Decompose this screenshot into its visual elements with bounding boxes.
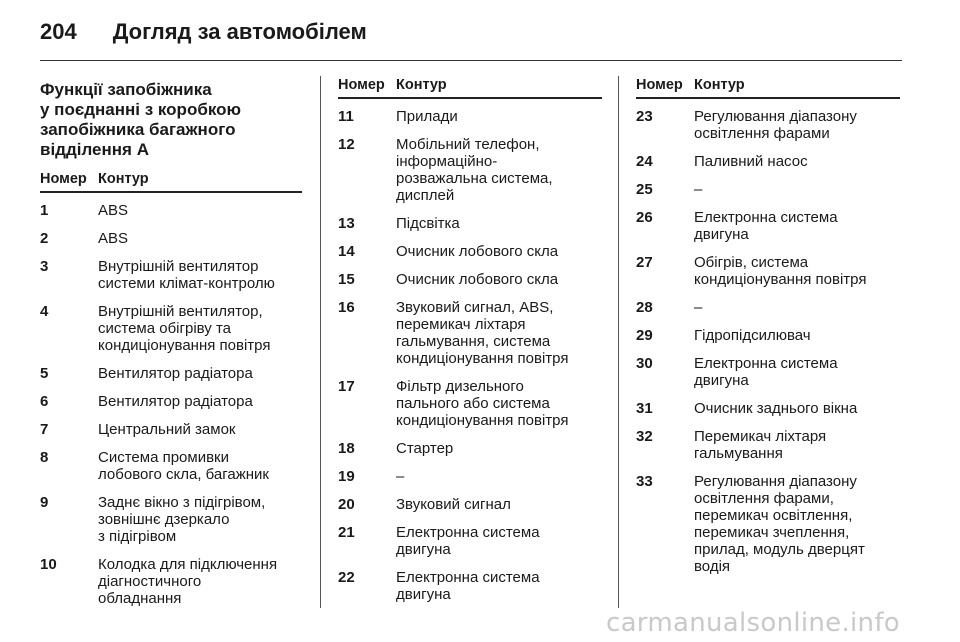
fuse-number: 15 — [338, 271, 355, 288]
header-circuit: Контур — [396, 77, 447, 93]
column-divider-1 — [320, 76, 321, 608]
table-row — [40, 197, 302, 225]
table-row — [40, 388, 302, 416]
table-row — [338, 564, 602, 609]
fuse-circuit: Звуковий сигнал, ABS, перемикач ліхтаря гальмування, система кондиціонування повітря — [396, 299, 569, 367]
section-title: Функції запобіжника у поєднанні з коробкою запобіжника багажного відділення А — [40, 80, 242, 159]
fuse-list-1 — [40, 197, 302, 613]
fuse-number: 11 — [338, 108, 354, 125]
table-row — [636, 395, 900, 423]
table-header — [40, 170, 302, 193]
fuse-circuit: Електронна система двигуна — [694, 355, 838, 389]
fuse-number: 10 — [40, 556, 57, 573]
table-row — [636, 176, 900, 204]
table-header — [338, 76, 602, 99]
table-row — [636, 350, 900, 395]
header-circuit: Контур — [694, 77, 745, 93]
fuse-number: 16 — [338, 299, 355, 316]
fuse-circuit: Звуковий сигнал — [396, 496, 511, 513]
fuse-circuit: Підсвітка — [396, 215, 460, 232]
header-circuit: Контур — [98, 171, 149, 187]
fuse-number: 27 — [636, 254, 653, 271]
fuse-circuit: Гідропідсилювач — [694, 327, 811, 344]
fuse-number: 4 — [40, 303, 49, 320]
fuse-circuit: – — [694, 181, 703, 198]
table-row — [636, 204, 900, 249]
fuse-circuit: Очисник лобового скла — [396, 271, 559, 288]
fuse-number: 33 — [636, 473, 653, 490]
page-number: 204 — [40, 19, 77, 44]
column-2 — [338, 76, 602, 609]
fuse-circuit: ABS — [98, 230, 129, 247]
fuse-circuit: Прилади — [396, 108, 458, 125]
fuse-number: 28 — [636, 299, 653, 316]
fuse-circuit: Регулювання діапазону освітлення фарами, перемикач освітлення, перемикач зчеплення, прилад, модуль дверцят водія — [694, 473, 865, 575]
column-1 — [40, 76, 302, 613]
table-row — [636, 249, 900, 294]
fuse-number: 13 — [338, 215, 355, 232]
fuse-number: 17 — [338, 378, 355, 395]
fuse-number: 6 — [40, 393, 49, 410]
fuse-list-3 — [636, 103, 900, 581]
table-row — [636, 294, 900, 322]
fuse-number: 29 — [636, 327, 653, 344]
fuse-number: 1 — [40, 202, 49, 219]
fuse-number: 19 — [338, 468, 355, 485]
fuse-number: 31 — [636, 400, 653, 417]
table-row — [338, 463, 602, 491]
table-row — [40, 551, 302, 613]
fuse-circuit: Вентилятор радіатора — [98, 393, 253, 410]
table-row — [338, 519, 602, 564]
fuse-number: 25 — [636, 181, 653, 198]
fuse-list-2 — [338, 103, 602, 609]
fuse-circuit: ABS — [98, 202, 129, 219]
fuse-circuit: Внутрішній вентилятор, система обігріву та кондиціонування повітря — [98, 303, 271, 354]
table-row — [338, 373, 602, 435]
table-row — [338, 491, 602, 519]
fuse-circuit: Стартер — [396, 440, 454, 457]
column-divider-2 — [618, 76, 619, 608]
table-row — [338, 266, 602, 294]
fuse-circuit: Електронна система двигуна — [694, 209, 838, 243]
fuse-circuit: Заднє вікно з підігрівом, зовнішнє дзеркало з підігрівом — [98, 494, 266, 545]
fuse-circuit: Очисник заднього вікна — [694, 400, 858, 417]
fuse-number: 26 — [636, 209, 653, 226]
fuse-circuit: Паливний насос — [694, 153, 808, 170]
fuse-circuit: Електронна система двигуна — [396, 569, 540, 603]
fuse-circuit: Регулювання діапазону освітлення фарами — [694, 108, 857, 142]
table-row — [338, 294, 602, 373]
fuse-circuit: Система промивки лобового скла, багажник — [98, 449, 269, 483]
fuse-circuit: Фільтр дизельного пального або система кондиціонування повітря — [396, 378, 569, 429]
table-row — [338, 435, 602, 463]
page-title: Догляд за автомобілем — [112, 19, 367, 44]
fuse-number: 32 — [636, 428, 653, 445]
table-row — [636, 322, 900, 350]
fuse-circuit: – — [694, 299, 703, 316]
fuse-number: 5 — [40, 365, 49, 382]
header-number: Номер — [40, 171, 87, 187]
table-row — [338, 210, 602, 238]
fuse-circuit: Центральний замок — [98, 421, 236, 438]
fuse-number: 8 — [40, 449, 49, 466]
fuse-number: 3 — [40, 258, 49, 275]
table-row — [40, 360, 302, 388]
header-divider — [40, 60, 902, 61]
fuse-circuit: Обігрів, система кондиціонування повітря — [694, 254, 867, 288]
fuse-number: 21 — [338, 524, 355, 541]
fuse-number: 30 — [636, 355, 653, 372]
table-row — [338, 103, 602, 131]
header-number: Номер — [636, 77, 683, 93]
table-row — [40, 298, 302, 360]
fuse-number: 7 — [40, 421, 49, 438]
table-row — [338, 238, 602, 266]
fuse-number: 9 — [40, 494, 49, 511]
header-number: Номер — [338, 77, 385, 93]
fuse-circuit: Вентилятор радіатора — [98, 365, 253, 382]
watermark: carmanualsonline.info — [605, 608, 900, 638]
table-row — [338, 131, 602, 210]
fuse-circuit: Очисник лобового скла — [396, 243, 559, 260]
table-row — [636, 423, 900, 468]
fuse-number: 14 — [338, 243, 355, 260]
fuse-number: 22 — [338, 569, 355, 586]
fuse-number: 20 — [338, 496, 355, 513]
fuse-number: 2 — [40, 230, 49, 247]
fuse-circuit: Електронна система двигуна — [396, 524, 540, 558]
table-row — [636, 148, 900, 176]
fuse-number: 23 — [636, 108, 653, 125]
fuse-circuit: Внутрішній вентилятор системи клімат-контролю — [98, 258, 275, 292]
table-row — [40, 253, 302, 298]
table-row — [636, 468, 900, 581]
table-row — [636, 103, 900, 148]
page-header — [40, 10, 367, 54]
fuse-circuit: – — [396, 468, 405, 485]
fuse-number: 18 — [338, 440, 355, 457]
table-row — [40, 225, 302, 253]
table-header — [636, 76, 900, 99]
fuse-circuit: Мобільний телефон, інформаційно- розважальна система, дисплей — [396, 136, 553, 204]
fuse-number: 12 — [338, 136, 355, 153]
table-row — [40, 416, 302, 444]
fuse-circuit: Перемикач ліхтаря гальмування — [694, 428, 827, 462]
table-row — [40, 444, 302, 489]
column-3 — [636, 76, 900, 581]
fuse-circuit: Колодка для підключення діагностичного обладнання — [98, 556, 278, 607]
table-row — [40, 489, 302, 551]
fuse-number: 24 — [636, 153, 653, 170]
